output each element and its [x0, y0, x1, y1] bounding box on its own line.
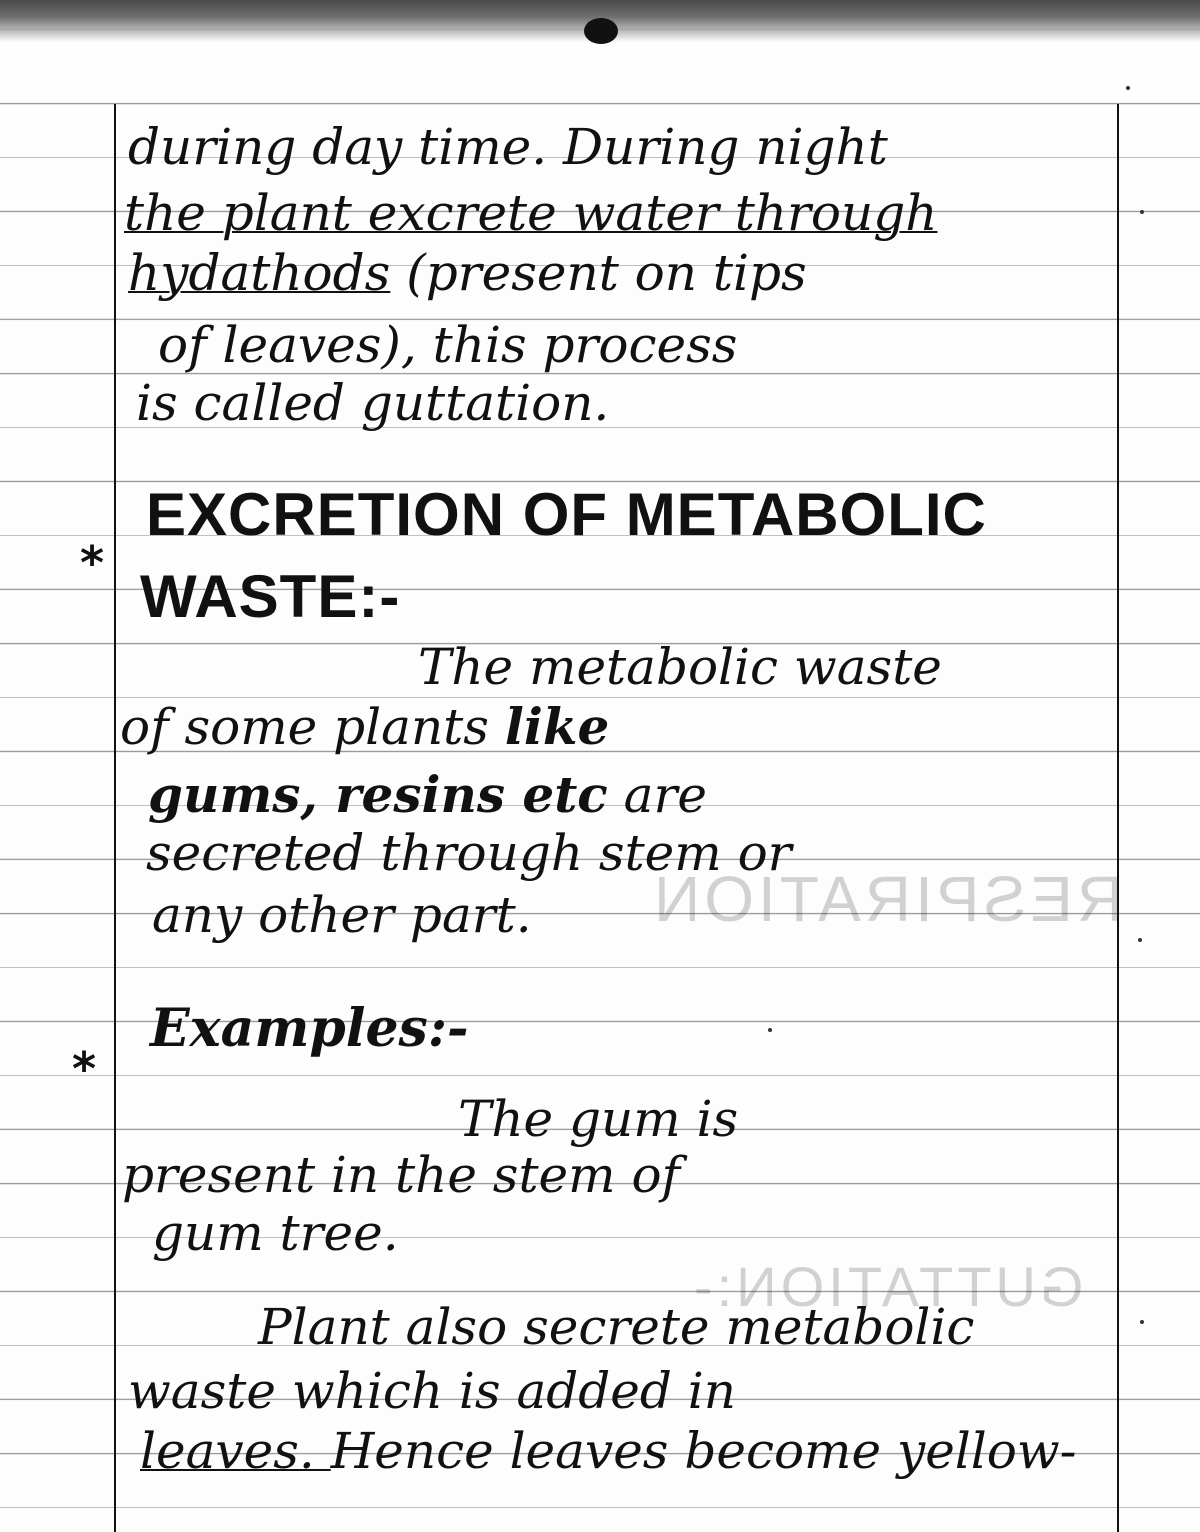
text-span: of some plants [120, 698, 505, 756]
text-line: waste which is added in [128, 1362, 736, 1420]
text-line [140, 1424, 1077, 1478]
text-line: The gum is [458, 1090, 739, 1148]
bullet-star: * [80, 536, 105, 590]
bullet-star: * [72, 1042, 97, 1096]
text-line: is called guttation. [136, 374, 610, 432]
text-line [148, 765, 707, 824]
scan-speck [1138, 938, 1142, 942]
text-line: present in the stem of [122, 1146, 681, 1204]
text-line: of leaves), this process [158, 316, 738, 374]
scan-speck [1140, 210, 1144, 214]
section-heading: WASTE:- [140, 563, 401, 630]
text-line: during day time. During night [128, 118, 888, 176]
text-line: The metabolic waste [418, 638, 942, 696]
text-line [124, 186, 937, 240]
bleed-through-text: GUTTATION:- [690, 1255, 1084, 1318]
text-span: are [607, 766, 707, 824]
text-span: Hence leaves become yellow- [330, 1422, 1077, 1480]
scan-speck [1140, 1320, 1144, 1324]
left-margin-rule [114, 104, 116, 1532]
text-line: secreted through stem or [146, 824, 792, 882]
term-hydathods: hydathods [128, 244, 391, 302]
text-line: gum tree. [152, 1204, 399, 1262]
section-heading: EXCRETION OF METABOLIC [146, 481, 987, 548]
text-line [120, 697, 610, 756]
underlined-phrase: the plant excrete water through [124, 184, 938, 242]
right-margin-rule [1117, 104, 1119, 1532]
punch-hole [584, 18, 618, 44]
examples-heading: Examples:- [150, 998, 469, 1059]
text-span: (present on tips [390, 244, 807, 302]
text-line: any other part. [152, 886, 532, 944]
bold-phrase: gums, resins etc [148, 765, 608, 824]
bleed-through-text: RESPIRATION [650, 863, 1124, 935]
text-line [128, 246, 807, 300]
bold-word: like [504, 697, 610, 756]
scan-speck [1126, 86, 1130, 90]
underlined-word: leaves. [140, 1422, 331, 1480]
scan-speck [768, 1028, 772, 1032]
text-line: Plant also secrete metabolic [258, 1298, 975, 1356]
